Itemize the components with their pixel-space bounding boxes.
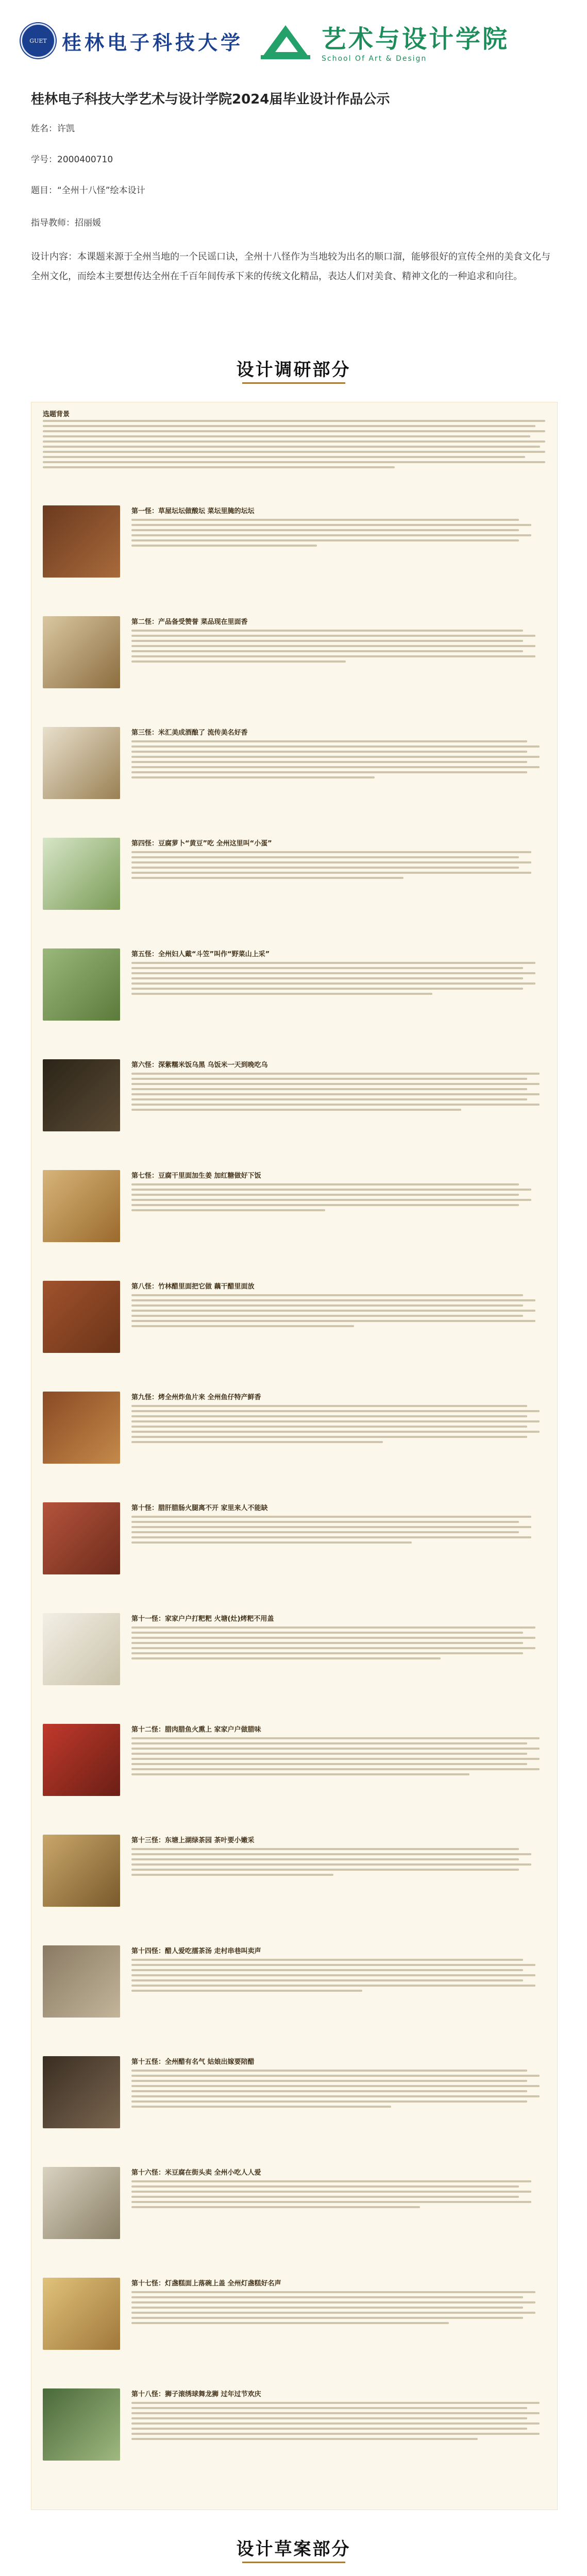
design-intro: 设计内容：本课题来源于全州当地的一个民谣口诀，全州十八怪作为当地较为出名的顺口溜，能够很好的宣传全州的美食文化与全州文化，而绘本主要想传达全州在千百年间传承下来的传统文化精品，表达人们对美食、精神文化的一种追求和向往。 (31, 251, 550, 282)
research-entry (43, 727, 545, 825)
research-entry-text (131, 630, 544, 666)
department-name-en: School Of Art & Design (322, 55, 427, 63)
research-entry (43, 1502, 545, 1600)
research-photo (43, 1059, 120, 1131)
research-photo (43, 1613, 120, 1685)
research-entry-title: 第九怪：烤全州炸鱼片来 全州鱼仔特产鲜香 (131, 1394, 261, 1401)
research-entry-text (131, 1073, 544, 1114)
research-photo (43, 1281, 120, 1353)
page-title: 桂林电子科技大学艺术与设计学院2024届毕业设计作品公示 (31, 92, 390, 107)
research-title-underline (242, 382, 345, 384)
sketch-title-underline (242, 2562, 345, 2563)
research-photo (43, 727, 120, 799)
research-entry-title: 第十二怪：腊肉腊鱼火熏上 家家户户做腊味 (131, 1726, 261, 1734)
research-entry-text (131, 1405, 544, 1446)
research-entry-title: 第十一怪：家家户户打粑粑 火塘(灶)烤粑不用盖 (131, 1615, 274, 1623)
research-photo (43, 1392, 120, 1464)
school-name: 桂林电子科技大学 (62, 30, 244, 54)
research-entry-text (131, 851, 544, 882)
research-entry (43, 1613, 545, 1711)
research-photo (43, 838, 120, 910)
research-entry (43, 505, 545, 603)
research-entry-text (131, 2180, 544, 2211)
research-entry-text (131, 1626, 544, 1663)
research-entry-title: 第四怪：豆腐萝卜“黄豆”吃 全州这里叫“小蛋” (131, 840, 272, 848)
research-entry (43, 838, 545, 936)
research-entry-title: 第十六怪：米豆腐在街头卖 全州小吃人人爱 (131, 2169, 261, 2177)
research-entry-title: 第十四怪：醋人爱吃擂茶汤 走村串巷叫卖声 (131, 1947, 261, 1955)
research-photo (43, 505, 120, 578)
research-photo (43, 1724, 120, 1796)
research-photo (43, 1502, 120, 1574)
research-entry-title: 第三怪：米汇美成酒酿了 流传美名好香 (131, 729, 248, 737)
research-entry (43, 2388, 545, 2486)
research-entry-title: 第二怪：产品备受赞誉 菜品现在里面香 (131, 618, 248, 626)
research-entry-title: 第十八怪：狮子滚绣球舞龙狮 过年过节欢庆 (131, 2391, 261, 2398)
research-photo (43, 2056, 120, 2128)
research-entry (43, 948, 545, 1046)
department-mark-icon (258, 22, 314, 60)
research-entry (43, 1170, 545, 1268)
research-entry-text (131, 2070, 544, 2111)
research-entry-title: 第十五怪：全州醋有名气 姑娘出嫁要陪醋 (131, 2058, 255, 2066)
research-entry-title: 第六怪：深紫糯米饭乌黑 乌饭米一天到晚吃乌 (131, 1061, 268, 1069)
research-entry-text (131, 1737, 544, 1778)
research-photo (43, 2167, 120, 2239)
school-seal-icon: GUET (21, 23, 56, 58)
research-entry-text (131, 740, 544, 782)
research-entry-text (131, 2402, 544, 2443)
department-logo (258, 19, 509, 63)
department-name: 艺术与设计学院 (322, 25, 510, 54)
research-entry-title: 第一怪：草屋坛坛做酸坛 菜坛里腌的坛坛 (131, 507, 255, 515)
research-entry-text (131, 1294, 544, 1330)
research-entry-title: 第五怪：全州妇人戴“斗笠”叫作“野菜山上采” (131, 951, 270, 958)
header-logos (0, 18, 587, 75)
research-photo (43, 2278, 120, 2350)
research-entry-text (131, 2291, 544, 2327)
research-entry (43, 2278, 545, 2376)
research-photo (43, 948, 120, 1021)
sketch-section-title: 设计草案部分 (236, 2539, 351, 2560)
research-entry-title: 第十七怪：灯盏糕面上落碗上盖 全州灯盏糕好名声 (131, 2280, 281, 2287)
research-entry-title: 第十三怪：东塘上湖绿茶园 茶叶要小嫩采 (131, 1837, 255, 1844)
research-entry-text (131, 1183, 544, 1214)
research-entry (43, 1945, 545, 2043)
research-entry-text (131, 1959, 544, 1995)
research-entry (43, 1392, 545, 1489)
research-panel (31, 402, 558, 2510)
research-photo (43, 1835, 120, 1907)
research-entry-text (131, 519, 544, 550)
research-intro-text (43, 420, 545, 497)
research-photo (43, 616, 120, 688)
research-entry (43, 1059, 545, 1157)
research-intro-title: 选题背景 (43, 411, 70, 418)
advisor: 指导教师：招丽媛 (31, 218, 101, 228)
research-entry-title: 第八怪：竹林醋里面把它做 藕干醋里面放 (131, 1283, 255, 1291)
research-photo (43, 1170, 120, 1242)
research-entry-title: 第七怪：豆腐干里面加生姜 加红糖做好下饭 (131, 1172, 261, 1180)
research-entry (43, 1281, 545, 1379)
research-entry (43, 1835, 545, 1933)
research-entry (43, 2056, 545, 2154)
research-entry-text (131, 1848, 544, 1879)
student-id: 学号：2000400710 (31, 155, 113, 165)
research-entry (43, 1724, 545, 1822)
school-logo (21, 23, 243, 58)
project-topic: 题目：“全州十八怪”绘本设计 (31, 185, 145, 196)
research-entry-title: 第十怪：腊肝腊肠火腿离不开 家里来人不能缺 (131, 1504, 268, 1512)
research-entry-text (131, 962, 544, 998)
research-entry (43, 616, 545, 714)
research-photo (43, 1945, 120, 2018)
research-section-title: 设计调研部分 (236, 360, 351, 380)
research-entry-text (131, 1516, 544, 1547)
research-entry (43, 2167, 545, 2265)
student-name: 姓名：许凯 (31, 124, 75, 134)
research-photo (43, 2388, 120, 2461)
